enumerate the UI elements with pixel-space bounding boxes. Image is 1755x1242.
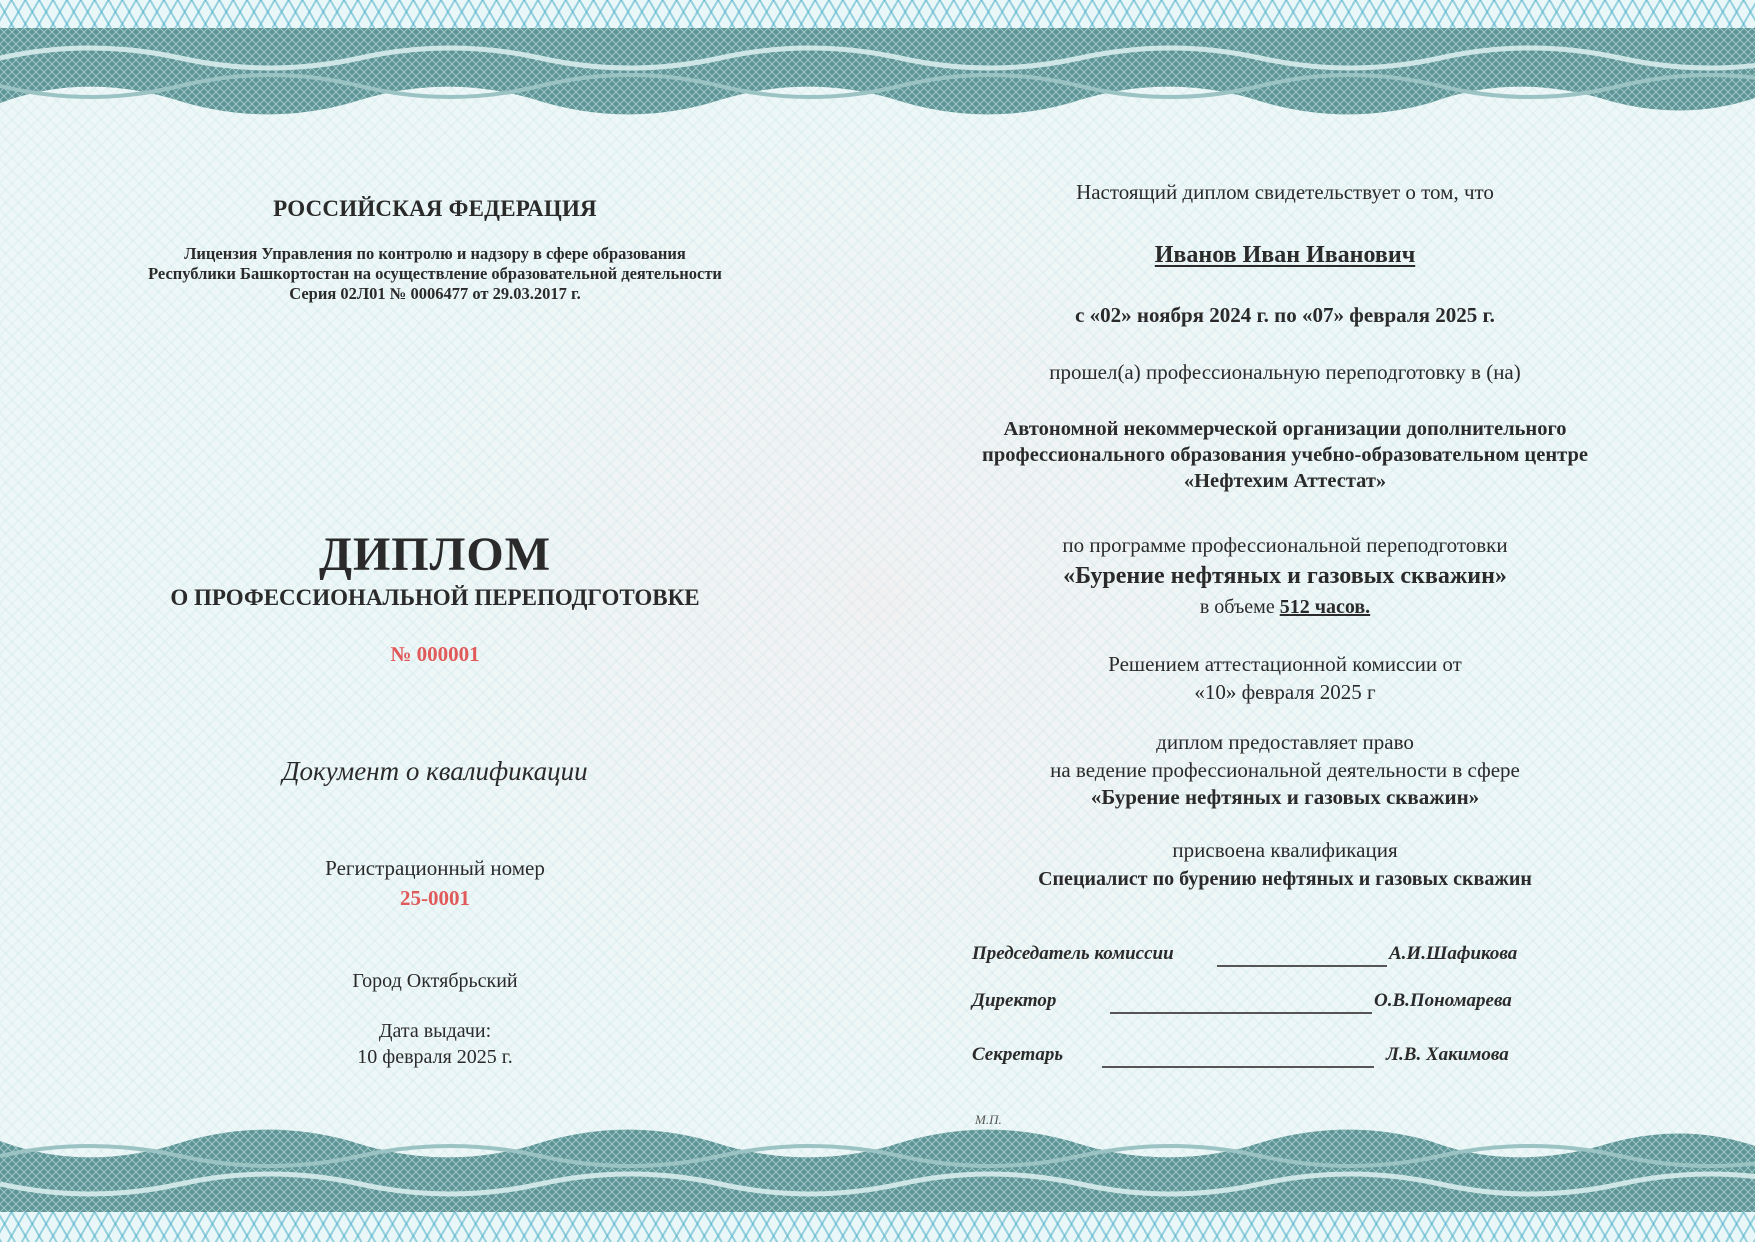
holder-name-text: Иванов Иван Иванович bbox=[1154, 242, 1416, 268]
holder-name bbox=[860, 242, 1710, 269]
organization-line-3: «Нефтехим Аттестат» bbox=[1183, 470, 1387, 492]
signature-role: Директор bbox=[972, 990, 1057, 1011]
rights-line-1: диплом предоставляет право bbox=[1156, 730, 1414, 754]
signature-director bbox=[972, 990, 1592, 1020]
organization-line-2: профессионального образования учебно-образовательном центре bbox=[982, 444, 1588, 466]
rights-text bbox=[860, 728, 1710, 784]
city: Город Октябрьский bbox=[352, 970, 518, 992]
issue-date-label: Дата выдачи: bbox=[378, 1020, 492, 1042]
volume-prefix: в объеме bbox=[1199, 596, 1275, 618]
organization-name bbox=[860, 416, 1710, 494]
stamp-place: М.П. bbox=[975, 1112, 1002, 1127]
program-name: «Бурение нефтяных и газовых скважин» bbox=[1063, 563, 1507, 589]
decision-line-2: «10» февраля 2025 г bbox=[1194, 680, 1376, 704]
signature-chairman bbox=[972, 943, 1592, 973]
document-type: Документ о квалификации bbox=[282, 756, 588, 786]
decision-line-1: Решением аттестационной комиссии от bbox=[1108, 652, 1462, 676]
signature-role: Председатель комиссии bbox=[972, 943, 1174, 964]
signature-line bbox=[1110, 1012, 1372, 1014]
license-info bbox=[60, 244, 810, 304]
passed-text: прошел(а) профессиональную переподготовку в (на) bbox=[1049, 360, 1521, 384]
volume-hours: 512 часов. bbox=[1279, 596, 1371, 618]
registration-number: 25-0001 bbox=[400, 886, 470, 910]
qualification-value: Специалист по бурению нефтяных и газовых скважин bbox=[1038, 868, 1532, 890]
country-heading: РОССИЙСКАЯ ФЕДЕРАЦИЯ bbox=[273, 196, 597, 221]
signature-name: А.И.Шафикова bbox=[1389, 943, 1518, 964]
diploma-subtitle: О ПРОФЕССИОНАЛЬНОЙ ПЕРЕПОДГОТОВКЕ bbox=[170, 585, 700, 610]
license-line-2: Республики Башкортостан на осуществление образовательной деятельности bbox=[148, 264, 722, 283]
commission-decision bbox=[860, 650, 1710, 706]
left-page bbox=[60, 0, 810, 1242]
diploma-number: № 000001 bbox=[390, 642, 480, 666]
license-line-1: Лицензия Управления по контролю и надзору в сфере образования bbox=[184, 244, 686, 263]
diploma-title: ДИПЛОМ bbox=[318, 528, 552, 581]
signature-name: О.В.Пономарева bbox=[1374, 990, 1512, 1011]
signature-name: Л.В. Хакимова bbox=[1386, 1044, 1509, 1065]
signature-line bbox=[1102, 1066, 1374, 1068]
intro-text: Настоящий диплом свидетельствует о том, что bbox=[1076, 180, 1494, 204]
issue-date: 10 февраля 2025 г. bbox=[357, 1046, 513, 1068]
registration-label: Регистрационный номер bbox=[325, 856, 545, 880]
right-page bbox=[860, 0, 1710, 1242]
rights-line-2: на ведение профессиональной деятельности в сфере bbox=[1050, 758, 1520, 782]
qualification-label: присвоена квалификация bbox=[1172, 838, 1398, 862]
signature-secretary bbox=[972, 1044, 1592, 1074]
signature-line bbox=[1217, 965, 1387, 967]
organization-line-1: Автономной некоммерческой организации дополнительного bbox=[1003, 418, 1567, 440]
training-period: с «02» ноября 2024 г. по «07» февраля 2025 г. bbox=[1075, 303, 1495, 327]
program-label: по программе профессиональной переподготовки bbox=[1062, 533, 1508, 557]
license-line-3: Серия 02Л01 № 0006477 от 29.03.2017 г. bbox=[289, 284, 581, 303]
rights-sphere: «Бурение нефтяных и газовых скважин» bbox=[1090, 785, 1480, 809]
signature-role: Секретарь bbox=[972, 1044, 1064, 1065]
program-volume bbox=[860, 596, 1710, 619]
